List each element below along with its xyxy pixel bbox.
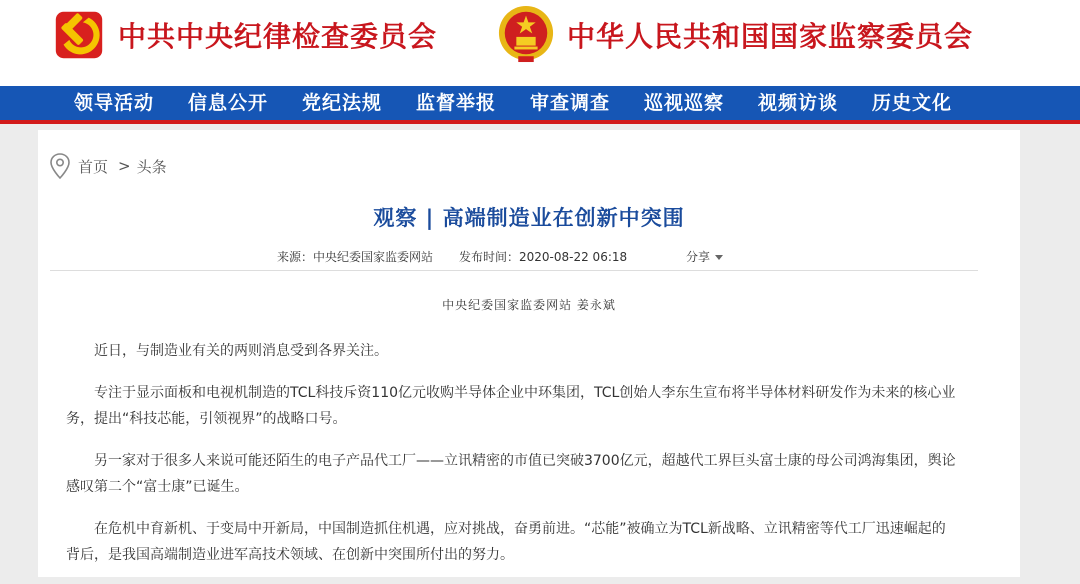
meta-divider — [50, 270, 978, 271]
nav-item-investigation[interactable]: 审查调查 — [530, 92, 611, 114]
article-panel — [38, 130, 1020, 577]
article-source: 来源：中央纪委国家监委网站 — [277, 250, 434, 264]
hammer-sickle-icon[interactable] — [50, 6, 108, 64]
main-nav — [0, 86, 1080, 124]
article-paragraph: 近日，与制造业有关的两则消息受到各界关注。 — [94, 343, 388, 359]
article-title: 观察 | 高端制造业在创新中突围 — [373, 206, 685, 230]
caret-down-icon — [715, 255, 723, 260]
article-paragraph: 另一家对于很多人来说可能还陌生的电子产品代工厂——立讯精密的市值已突破3700亿元，超越代工界巨头富士康的母公司鸿海集团，舆论感叹第二个“富士康”已诞生。 — [66, 453, 956, 495]
national-emblem-icon[interactable] — [497, 4, 555, 64]
article-body — [66, 338, 956, 584]
location-pin-icon — [50, 153, 70, 179]
nav-item-leadership[interactable]: 领导活动 — [74, 92, 155, 114]
nav-item-reporting[interactable]: 监督举报 — [416, 92, 497, 114]
share-label: 分享 — [686, 250, 711, 264]
site-header — [0, 0, 1080, 86]
breadcrumb-separator: > — [118, 157, 131, 175]
nav-item-video[interactable]: 视频访谈 — [758, 92, 839, 114]
breadcrumb — [50, 152, 167, 180]
article-publish-time: 发布时间：2020-08-22 06:18 — [459, 250, 628, 264]
nav-item-inspection[interactable]: 巡视巡察 — [644, 92, 725, 114]
cdi-title[interactable]: 中共中央纪律检查委员会 — [118, 20, 438, 53]
nav-item-disclosure[interactable]: 信息公开 — [188, 92, 269, 114]
share-button[interactable] — [686, 248, 723, 265]
article-byline: 中央纪委国家监委网站 姜永斌 — [442, 298, 616, 312]
nav-item-regulations[interactable]: 党纪法规 — [302, 92, 383, 114]
breadcrumb-home-link[interactable]: 首页 — [78, 157, 109, 176]
article-paragraph: 在危机中育新机、于变局中开新局，中国制造抓住机遇，应对挑战，奋勇前进。“芯能”被确立为TCL新战略、立讯精密等代工厂迅速崛起的背后，是我国高端制造业进军高技术领域、在创新中突围所付出的努力。 — [66, 521, 946, 563]
nsc-title[interactable]: 中华人民共和国国家监察委员会 — [567, 20, 974, 53]
breadcrumb-current[interactable]: 头条 — [136, 157, 167, 176]
nav-item-history[interactable]: 历史文化 — [872, 92, 953, 114]
article-paragraph: 专注于显示面板和电视机制造的TCL科技斥资110亿元收购半导体企业中环集团，TCL创始人李东生宣布将半导体材料研发作为未来的核心业务，提出“科技芯能，引领视界”的战略口号。 — [66, 385, 956, 427]
